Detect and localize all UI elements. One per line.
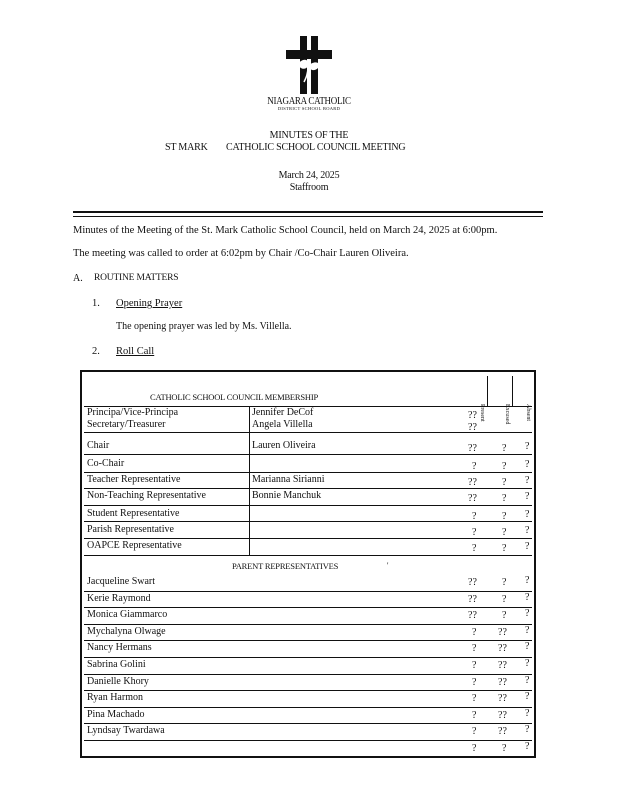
row-divider bbox=[84, 674, 532, 675]
section-a-letter: A. bbox=[73, 273, 83, 284]
absent-mark: ? bbox=[525, 592, 530, 603]
present-mark: ?? bbox=[468, 610, 477, 621]
row-divider bbox=[84, 538, 532, 539]
org-name: NIAGARA CATHOLIC bbox=[267, 96, 351, 107]
excused-mark: ?? bbox=[498, 677, 507, 688]
intro-paragraph: Minutes of the Meeting of the St. Mark Catholic School Council, held on March 24, 2025 at 6:00pm. bbox=[73, 225, 498, 236]
parent-name: Mychalyna Olwage bbox=[87, 626, 166, 637]
present-mark: ? bbox=[472, 660, 477, 671]
member-name: Angela Villella bbox=[252, 419, 313, 430]
excused-mark: ?? bbox=[498, 627, 507, 638]
title-line-2: CATHOLIC SCHOOL COUNCIL MEETING bbox=[226, 142, 406, 153]
excused-mark: ? bbox=[502, 477, 507, 488]
excused-mark: ? bbox=[502, 543, 507, 554]
col-absent-header: Absent bbox=[525, 404, 531, 421]
parent-representatives-heading: PARENT REPRESENTATIVES bbox=[232, 561, 339, 571]
absent-mark: ? bbox=[525, 475, 530, 486]
member-name: Lauren Oliveira bbox=[252, 440, 316, 451]
header-divider bbox=[487, 376, 488, 406]
present-mark: ? bbox=[472, 743, 477, 754]
item-1-number: 1. bbox=[92, 298, 100, 309]
membership-table bbox=[80, 370, 536, 758]
parent-name: Jacqueline Swart bbox=[87, 576, 156, 587]
parent-name: Sabrina Golini bbox=[87, 659, 146, 670]
role-label: OAPCE Representative bbox=[87, 540, 182, 551]
item-1-text: The opening prayer was led by Ms. Villella. bbox=[116, 321, 292, 332]
absent-mark: ? bbox=[525, 441, 530, 452]
absent-mark: ? bbox=[525, 525, 530, 536]
parent-name: Danielle Khory bbox=[87, 676, 149, 687]
meeting-date: March 24, 2025 bbox=[278, 170, 340, 181]
row-divider bbox=[84, 624, 532, 625]
excused-mark: ?? bbox=[498, 693, 507, 704]
role-label: Parish Representative bbox=[87, 524, 174, 535]
role-label: Teacher Representative bbox=[87, 474, 181, 485]
niagara-catholic-cross-logo bbox=[284, 36, 334, 96]
excused-mark: ? bbox=[502, 594, 507, 605]
row-divider bbox=[84, 607, 532, 608]
absent-mark: ? bbox=[525, 625, 530, 636]
row-divider bbox=[84, 740, 532, 741]
row-divider bbox=[84, 472, 532, 473]
row-divider bbox=[84, 591, 532, 592]
row-divider bbox=[84, 521, 532, 522]
excused-mark: ?? bbox=[498, 643, 507, 654]
present-mark: ? bbox=[472, 693, 477, 704]
section-a-title: ROUTINE MATTERS bbox=[94, 273, 179, 283]
row-divider bbox=[84, 432, 532, 433]
header-rule-thick bbox=[73, 211, 543, 213]
excused-mark: ? bbox=[502, 743, 507, 754]
row-divider bbox=[84, 555, 532, 556]
header-rule-thin bbox=[73, 216, 543, 217]
present-mark: ?? bbox=[468, 477, 477, 488]
absent-mark: ? bbox=[525, 741, 530, 752]
item-2-title: Roll Call bbox=[116, 346, 155, 357]
call-to-order-paragraph: The meeting was called to order at 6:02pm by Chair /Co-Chair Lauren Oliveira. bbox=[73, 248, 409, 259]
absent-mark: ? bbox=[525, 541, 530, 552]
excused-mark: ? bbox=[502, 527, 507, 538]
row-divider bbox=[84, 723, 532, 724]
role-label: Non-Teaching Representative bbox=[87, 490, 206, 501]
role-label: Chair bbox=[87, 440, 110, 451]
present-mark: ? bbox=[472, 511, 477, 522]
present-mark: ? bbox=[472, 710, 477, 721]
present-mark: ? bbox=[472, 627, 477, 638]
parent-heading-mark: ' bbox=[387, 561, 389, 570]
excused-mark: ? bbox=[502, 610, 507, 621]
present-mark: ?? bbox=[468, 443, 477, 454]
excused-mark: ? bbox=[502, 461, 507, 472]
parent-name: Pina Machado bbox=[87, 709, 145, 720]
role-label: Student Representative bbox=[87, 508, 180, 519]
row-divider bbox=[84, 657, 532, 658]
member-name: Bonnie Manchuk bbox=[252, 490, 322, 501]
present-mark: ? bbox=[472, 677, 477, 688]
absent-mark: ? bbox=[525, 724, 530, 735]
present-mark: ? bbox=[472, 527, 477, 538]
parent-name: Ryan Harmon bbox=[87, 692, 143, 703]
table-heading: CATHOLIC SCHOOL COUNCIL MEMBERSHIP bbox=[150, 392, 319, 402]
present-mark: ?? bbox=[468, 422, 477, 433]
row-divider bbox=[84, 505, 532, 506]
present-mark: ?? bbox=[468, 594, 477, 605]
role-label: Secretary/Treasurer bbox=[87, 419, 166, 430]
parent-name: Lyndsay Twardawa bbox=[87, 725, 165, 736]
excused-mark: ? bbox=[502, 511, 507, 522]
header-divider bbox=[512, 376, 513, 406]
member-name: Marianna Sirianni bbox=[252, 474, 325, 485]
present-mark: ?? bbox=[468, 493, 477, 504]
item-1-title: Opening Prayer bbox=[116, 298, 183, 309]
absent-mark: ? bbox=[525, 608, 530, 619]
present-mark: ?? bbox=[468, 410, 477, 421]
row-divider bbox=[84, 640, 532, 641]
present-mark: ?? bbox=[468, 577, 477, 588]
parent-name: Nancy Hermans bbox=[87, 642, 152, 653]
excused-mark: ?? bbox=[498, 710, 507, 721]
absent-mark: ? bbox=[525, 509, 530, 520]
parent-name: Monica Giammarco bbox=[87, 609, 168, 620]
role-label: Co-Chair bbox=[87, 458, 125, 469]
item-2-number: 2. bbox=[92, 346, 100, 357]
name-column-divider bbox=[249, 406, 250, 555]
absent-mark: ? bbox=[525, 691, 530, 702]
meeting-location: Staffroom bbox=[289, 182, 329, 193]
excused-mark: ?? bbox=[498, 660, 507, 671]
excused-mark: ?? bbox=[498, 726, 507, 737]
parent-name: Kerie Raymond bbox=[87, 593, 151, 604]
row-divider bbox=[84, 707, 532, 708]
row-divider bbox=[84, 406, 532, 407]
present-mark: ? bbox=[472, 543, 477, 554]
absent-mark: ? bbox=[525, 708, 530, 719]
present-mark: ? bbox=[472, 461, 477, 472]
member-name: Jennifer DeCof bbox=[252, 407, 314, 418]
absent-mark: ? bbox=[525, 675, 530, 686]
present-mark: ? bbox=[472, 726, 477, 737]
excused-mark: ? bbox=[502, 577, 507, 588]
role-label: Principa/Vice-Principa bbox=[87, 407, 179, 418]
row-divider bbox=[84, 454, 532, 455]
col-present-header: Present bbox=[479, 404, 485, 422]
present-mark: ? bbox=[472, 643, 477, 654]
absent-mark: ? bbox=[525, 641, 530, 652]
col-excused-header: Excused bbox=[504, 404, 510, 425]
absent-mark: ? bbox=[525, 575, 530, 586]
org-subtitle: DISTRICT SCHOOL BOARD bbox=[277, 106, 341, 111]
excused-mark: ? bbox=[502, 493, 507, 504]
row-divider bbox=[84, 690, 532, 691]
title-line-1: MINUTES OF THE bbox=[269, 130, 349, 141]
excused-mark: ? bbox=[502, 443, 507, 454]
row-divider bbox=[84, 488, 532, 489]
school-name: ST MARK bbox=[165, 142, 208, 153]
absent-mark: ? bbox=[525, 459, 530, 470]
absent-mark: ? bbox=[525, 491, 530, 502]
absent-mark: ? bbox=[525, 658, 530, 669]
